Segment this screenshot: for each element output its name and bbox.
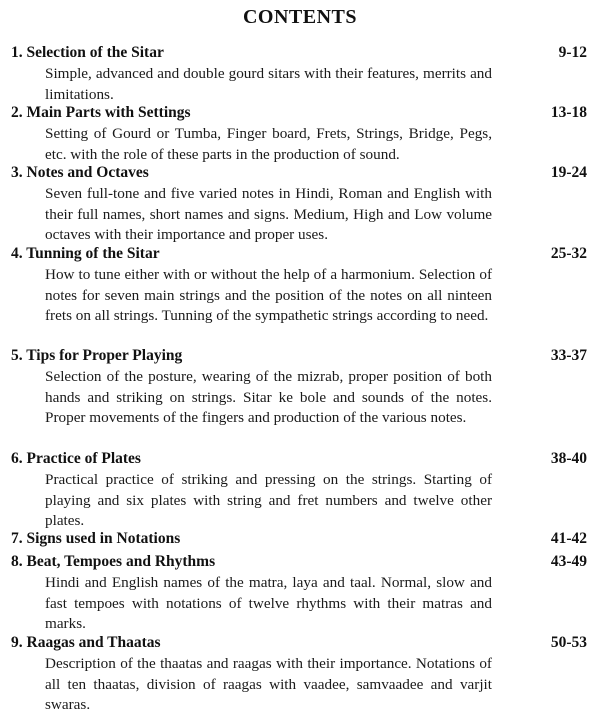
entry-pages: 50-53 <box>550 634 587 651</box>
toc-entry-7 <box>0 530 600 550</box>
toc-entry-1 <box>0 44 600 105</box>
entry-title: 5. Tips for Proper Playing <box>11 347 183 364</box>
entry-pages: 41-42 <box>550 530 587 547</box>
entry-pages: 19-24 <box>550 164 587 181</box>
entry-pages: 33-37 <box>550 347 587 364</box>
toc-entry-5 <box>0 347 600 429</box>
entry-title: 8. Beat, Tempoes and Rhythms <box>11 553 216 570</box>
toc-entry-3 <box>0 164 600 246</box>
entry-description: Hindi and English names of the matra, laya and taal. Normal, slow and fast tempoes with notations of twelve rhythms with their matras and marks. <box>45 574 492 633</box>
entry-pages: 38-40 <box>550 450 587 467</box>
entry-pages: 25-32 <box>550 245 587 262</box>
entry-description: Practical practice of striking and pressing on the strings. Starting of playing and six plates with string and fret numbers and twelve other plates. <box>45 471 492 530</box>
entry-description: Selection of the posture, wearing of the mizrab, proper position of both hands and striking on strings. Sitar ke bole and sounds of the notes. Proper movements of the fingers and production of the various notes. <box>45 368 492 427</box>
entry-description: How to tune either with or without the help of a harmonium. Selection of notes for seven main strings and the position of the notes on all ninteen frets on all strings. Tunning of the sympathetic strings according to need. <box>45 266 492 325</box>
entry-pages: 43-49 <box>550 553 587 570</box>
page-title: CONTENTS <box>242 6 358 28</box>
entry-description: Seven full-tone and five varied notes in Hindi, Roman and English with their full names, short names and signs. Medium, High and Low volume octaves with their importance and proper uses. <box>45 185 492 244</box>
entry-pages: 9-12 <box>558 44 587 61</box>
entry-title: 3. Notes and Octaves <box>11 164 149 181</box>
toc-entry-4 <box>0 245 600 327</box>
toc-entry-6 <box>0 450 600 532</box>
entry-title: 2. Main Parts with Settings <box>11 104 191 121</box>
toc-entry-9 <box>0 634 600 716</box>
entry-title: 1. Selection of the Sitar <box>11 44 164 61</box>
toc-entry-2 <box>0 104 600 165</box>
entry-pages: 13-18 <box>550 104 587 121</box>
toc-entry-8 <box>0 553 600 635</box>
entry-title: 4. Tunning of the Sitar <box>11 245 160 262</box>
entry-title: 6. Practice of Plates <box>11 450 141 467</box>
entry-description: Description of the thaatas and raagas with their importance. Notations of all ten thaatas, division of raagas with vaadee, samvaadee and varjit swaras. <box>45 655 492 714</box>
entry-description: Simple, advanced and double gourd sitars with their features, merrits and limitations. <box>45 65 492 103</box>
entry-description: Setting of Gourd or Tumba, Finger board, Frets, Strings, Bridge, Pegs, etc. with the role of these parts in the production of sound. <box>45 125 492 163</box>
entry-title: 7. Signs used in Notations <box>11 530 181 547</box>
entry-title: 9. Raagas and Thaatas <box>11 634 161 651</box>
